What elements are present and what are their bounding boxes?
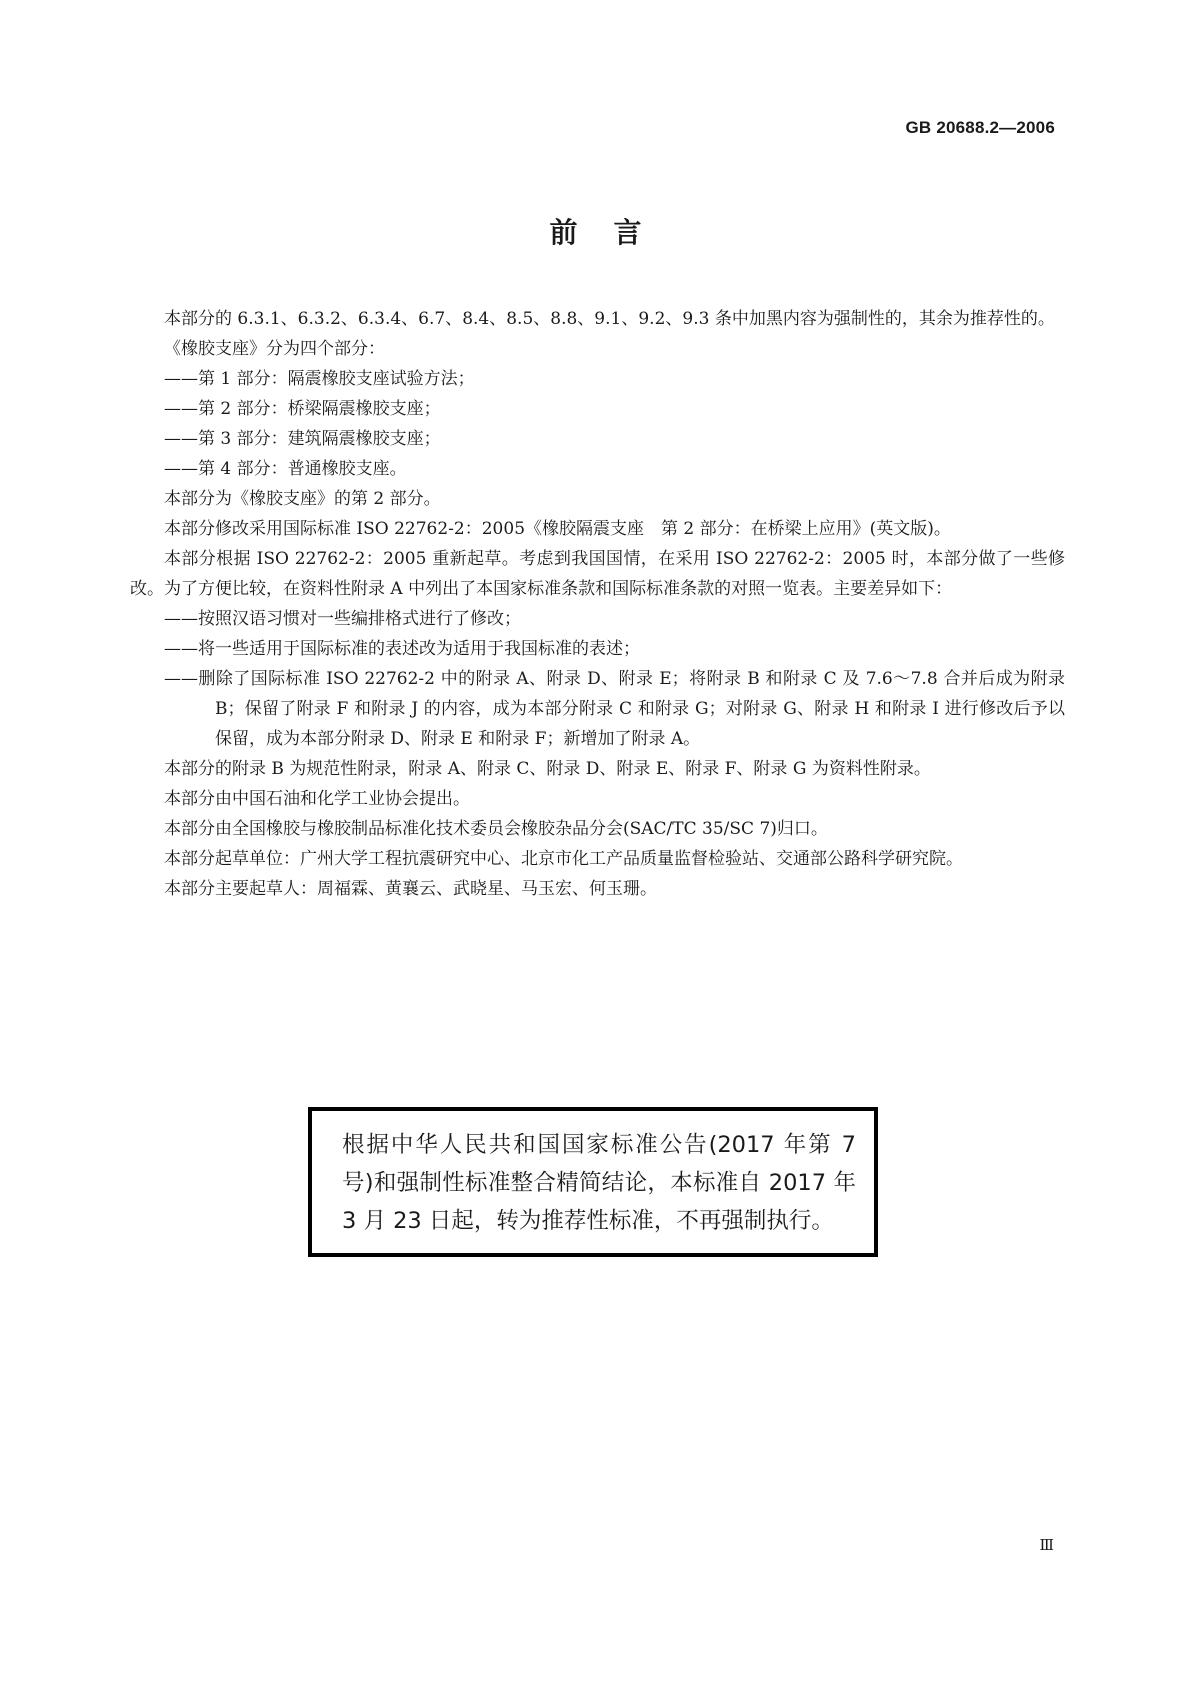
list-item-difference-3: ——删除了国际标准 ISO 22762-2 中的附录 A、附录 D、附录 E；将附录 B 和附录 C 及 7.6～7.8 合并后成为附录 B；保留了附录 F 和附录 J 的内容，成为本部分附录 C 和附录 G；对附录 G、附录 H 和附录 I 进行修改后予以保留，成为本部分附录 D、附录 E 和附录 F；新增加了附录 A。 [164,669,1065,749]
paragraph-drafters: 本部分主要起草人：周福霖、黄襄云、武晓星、马玉宏、何玉珊。 [164,879,657,899]
foreword-body [130,304,1065,904]
paragraph-proposer: 本部分由中国石油和化学工业协会提出。 [164,789,470,809]
page-title: 前言 [549,216,678,249]
paragraph-annexes: 本部分的附录 B 为规范性附录，附录 A、附录 C、附录 D、附录 E、附录 F、附录 G 为资料性附录。 [164,759,931,779]
paragraph-parts-intro: 《橡胶支座》分为四个部分： [164,339,385,359]
paragraph-this-part: 本部分为《橡胶支座》的第 2 部分。 [164,489,441,509]
list-item-difference-2: ——将一些适用于国际标准的表述改为适用于我国标准的表述； [164,639,640,659]
standard-code: GB 20688.2—2006 [905,118,1055,137]
list-item-difference-1: ——按照汉语习惯对一些编排格式进行了修改； [164,609,521,629]
list-item-part-3: ——第 3 部分：建筑隔震橡胶支座； [164,429,441,449]
paragraph-iso-adoption: 本部分修改采用国际标准 ISO 22762-2：2005《橡胶隔震支座 第 2 部分：在桥梁上应用》(英文版)。 [164,519,951,539]
notice-box: 根据中华人民共和国国家标准公告(2017 年第 7 号)和强制性标准整合精简结论，本标准自 2017 年 3 月 23 日起，转为推荐性标准，不再强制执行。 [308,1107,878,1257]
paragraph-drafting-units: 本部分起草单位：广州大学工程抗震研究中心、北京市化工产品质量监督检验站、交通部公路科学研究院。 [164,849,963,869]
list-item-part-2: ——第 2 部分：桥梁隔震橡胶支座； [164,399,441,419]
page-number: Ⅲ [1039,1538,1054,1554]
list-item-part-1: ——第 1 部分：隔震橡胶支座试验方法； [164,369,475,389]
paragraph-committee: 本部分由全国橡胶与橡胶制品标准化技术委员会橡胶杂品分会(SAC/TC 35/SC 7)归口。 [164,819,828,839]
list-item-part-4: ——第 4 部分：普通橡胶支座。 [164,459,407,479]
paragraph-redrafting: 本部分根据 ISO 22762-2：2005 重新起草。考虑到我国国情，在采用 ISO 22762-2：2005 时，本部分做了一些修改。为了方便比较，在资料性附录 A 中列出了本国家标准条款和国际标准条款的对照一览表。主要差异如下： [130,549,1065,599]
paragraph-mandatory-clauses: 本部分的 6.3.1、6.3.2、6.3.4、6.7、8.4、8.5、8.8、9.1、9.2、9.3 条中加黑内容为强制性的，其余为推荐性的。 [164,309,1055,329]
